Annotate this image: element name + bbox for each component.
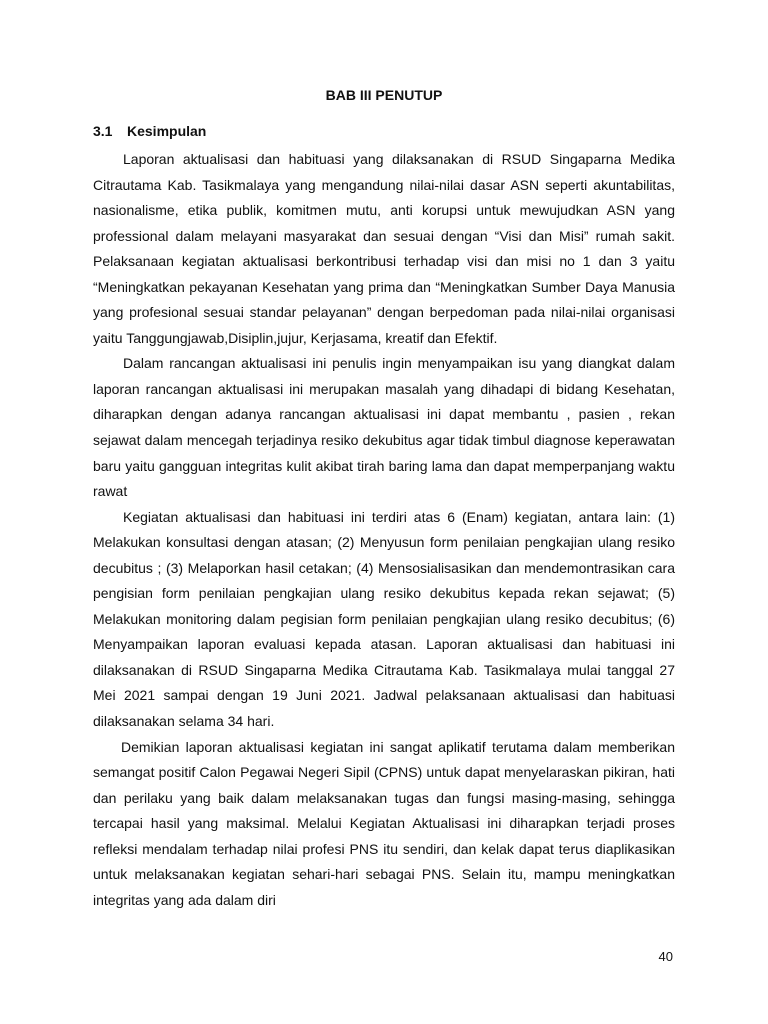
paragraph-3: Kegiatan aktualisasi dan habituasi ini terdiri atas 6 (Enam) kegiatan, antara lain: (1) Melakukan konsultasi dengan atasan; (2) Menyusun form penilaian pengkajian ulang resiko decubitus ; (3) Melaporkan hasil cetakan; (4) Mensosialisasikan dan mendemontrasikan cara pengisian form penilaian pengkajian ulang resiko dekubitus kepada rekan sejawat; (5) Melakukan monitoring dalam pegisian form penilaian pengkajian ulang resiko decubitus; (6) Menyampaikan laporan evaluasi kepada atasan. Laporan aktualisasi dan habituasi ini dilaksanakan di RSUD Singaparna Medika Citrautama Kab. Tasikmalaya mulai tanggal 27 Mei 2021 sampai dengan 19 Juni 2021. Jadwal pelaksanaan aktualisasi dan habituasi dilaksanakan selama 34 hari. [93,508,675,730]
section-number: 3.1 [93,123,113,139]
paragraph-4: Demikian laporan aktualisasi kegiatan ini sangat aplikatif terutama dalam memberikan semangat positif Calon Pegawai Negeri Sipil (CPNS) untuk dapat menyelaraskan pikiran, hati dan perilaku yang baik dalam melaksanakan tugas dan fungsi masing-masing, sehingga tercapai hasil yang maksimal. Melalui Kegiatan Aktualisasi ini diharapkan terjadi proses refleksi mendalam terhadap nilai profesi PNS itu sendiri, dan kelak dapat terus diaplikasikan untuk melaksanakan kegiatan sehari-hari sebagai PNS. Selain itu, mampu meningkatkan integritas yang ada dalam diri [93,738,675,908]
section-title: Kesimpulan [127,123,207,139]
section-heading [93,122,206,140]
page-number: 40 [658,949,673,964]
paragraph-1: Laporan aktualisasi dan habituasi yang dilaksanakan di RSUD Singaparna Medika Citrautama Kab. Tasikmalaya yang mengandung nilai-nilai dasar ASN seperti akuntabilitas, nasionalisme, etika publik, komitmen mutu, anti korupsi untuk mewujudkan ASN yang professional dalam melayani masyarakat dan sesuai dengan “Visi dan Misi” rumah sakit. Pelaksanaan kegiatan aktualisasi berkontribusi terhadap visi dan misi no 1 dan 3 yaitu “Meningkatkan pekayanan Kesehatan yang prima dan “Meningkatkan Sumber Daya Manusia yang profesional sesuai standar pelayanan” dengan berpedoman pada nilai-nilai organisasi yaitu Tanggungjawab,Disiplin,jujur, Kerjasama, kreatif dan Efektif. [93,151,675,346]
chapter-title: BAB III PENUTUP [325,87,443,103]
paragraph-2: Dalam rancangan aktualisasi ini penulis ingin menyampaikan isu yang diangkat dalam laporan rancangan aktualisasi ini merupakan masalah yang dihadapi di bidang Kesehatan, diharapkan dengan adanya rancangan aktualisasi ini dapat membantu , pasien , rekan sejawat dalam mencegah terjadinya resiko dekubitus agar tidak timbul diagnose keperawatan baru yaitu gangguan integritas kulit akibat tirah baring lama dan dapat memperpanjang waktu rawat [93,355,675,500]
body-text [93,147,675,913]
document-page [93,0,675,1024]
